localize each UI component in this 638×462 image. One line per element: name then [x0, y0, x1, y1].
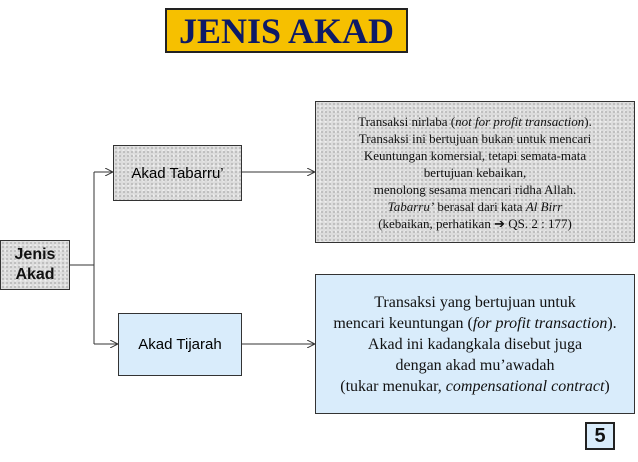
root-node-jenis-akad: [0, 240, 70, 290]
description-line: dengan akad mu’awadah: [395, 356, 555, 374]
description-line: bertujuan kebaikan,: [423, 164, 527, 180]
page-title: JENIS AKAD: [165, 8, 408, 53]
node-akad-tabarru: [113, 145, 242, 201]
description-tijarah: [315, 274, 635, 414]
root-label-line1: Jenis: [14, 246, 56, 263]
node-label: Akad Tabarru’: [131, 164, 224, 182]
description-line: mencari keuntungan (for profit transaction).: [333, 314, 617, 332]
description-line: Transaksi ini bertujuan bukan untuk mencari: [358, 130, 592, 146]
description-line: Transaksi nirlaba (not for profit transaction).: [358, 113, 592, 129]
description-line: Akad ini kadangkala disebut juga: [367, 335, 583, 353]
description-line: (tukar menukar, compensational contract): [340, 377, 610, 395]
description-line: Keuntungan komersial, tetapi semata-mata: [363, 147, 587, 163]
description-line: Tabarru’ berasal dari kata Al Birr: [387, 198, 563, 214]
description-line: (kebaikan, perhatikan ➔ QS. 2 : 177): [378, 215, 572, 231]
description-tabarru: [315, 101, 635, 243]
node-label: Akad Tijarah: [138, 336, 222, 353]
description-line: Transaksi yang bertujuan untuk: [374, 293, 576, 311]
description-line: menolong sesama mencari ridha Allah.: [373, 181, 577, 197]
page-number: 5: [585, 422, 615, 450]
node-akad-tijarah: [118, 313, 242, 376]
root-label-line2: Akad: [15, 266, 55, 283]
